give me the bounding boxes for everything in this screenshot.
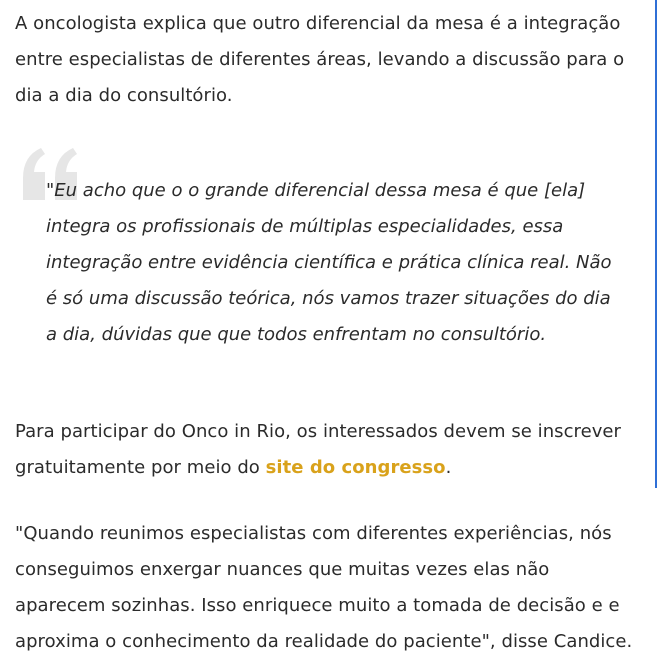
quote-text: "Eu acho que o o grande diferencial dessa mesa é que [ela] integra os profissionais de múltiplas especialidades, essa integração entre evidência científica e prática clínica real. Não é só uma discussão teórica, nós vamos trazer situações do dia a dia, dúvidas que que todos enfrentam no consultório. bbox=[46, 180, 612, 345]
paragraph-registration-text: Para participar do Onco in Rio, os interessados devem se inscrever gratuitamente por meio do bbox=[15, 421, 621, 478]
paragraph-candice-quote: "Quando reunimos especialistas com diferentes experiências, nós conseguimos enxergar nuances que muitas vezes elas não aparecem sozinhas. Isso enriquece muito a tomada de decisão e e aproxima o conhecimento da realidade do paciente", disse Candice. bbox=[15, 523, 633, 652]
paragraph-registration bbox=[15, 414, 640, 486]
paragraph-integration: A oncologista explica que outro diferencial da mesa é a integração entre especialistas de diferentes áreas, levando a discussão para o dia a dia do consultório. bbox=[15, 13, 625, 106]
paragraph-registration-end: . bbox=[445, 457, 452, 478]
congress-site-link[interactable]: site do congresso bbox=[265, 457, 446, 478]
blockquote bbox=[15, 140, 625, 360]
